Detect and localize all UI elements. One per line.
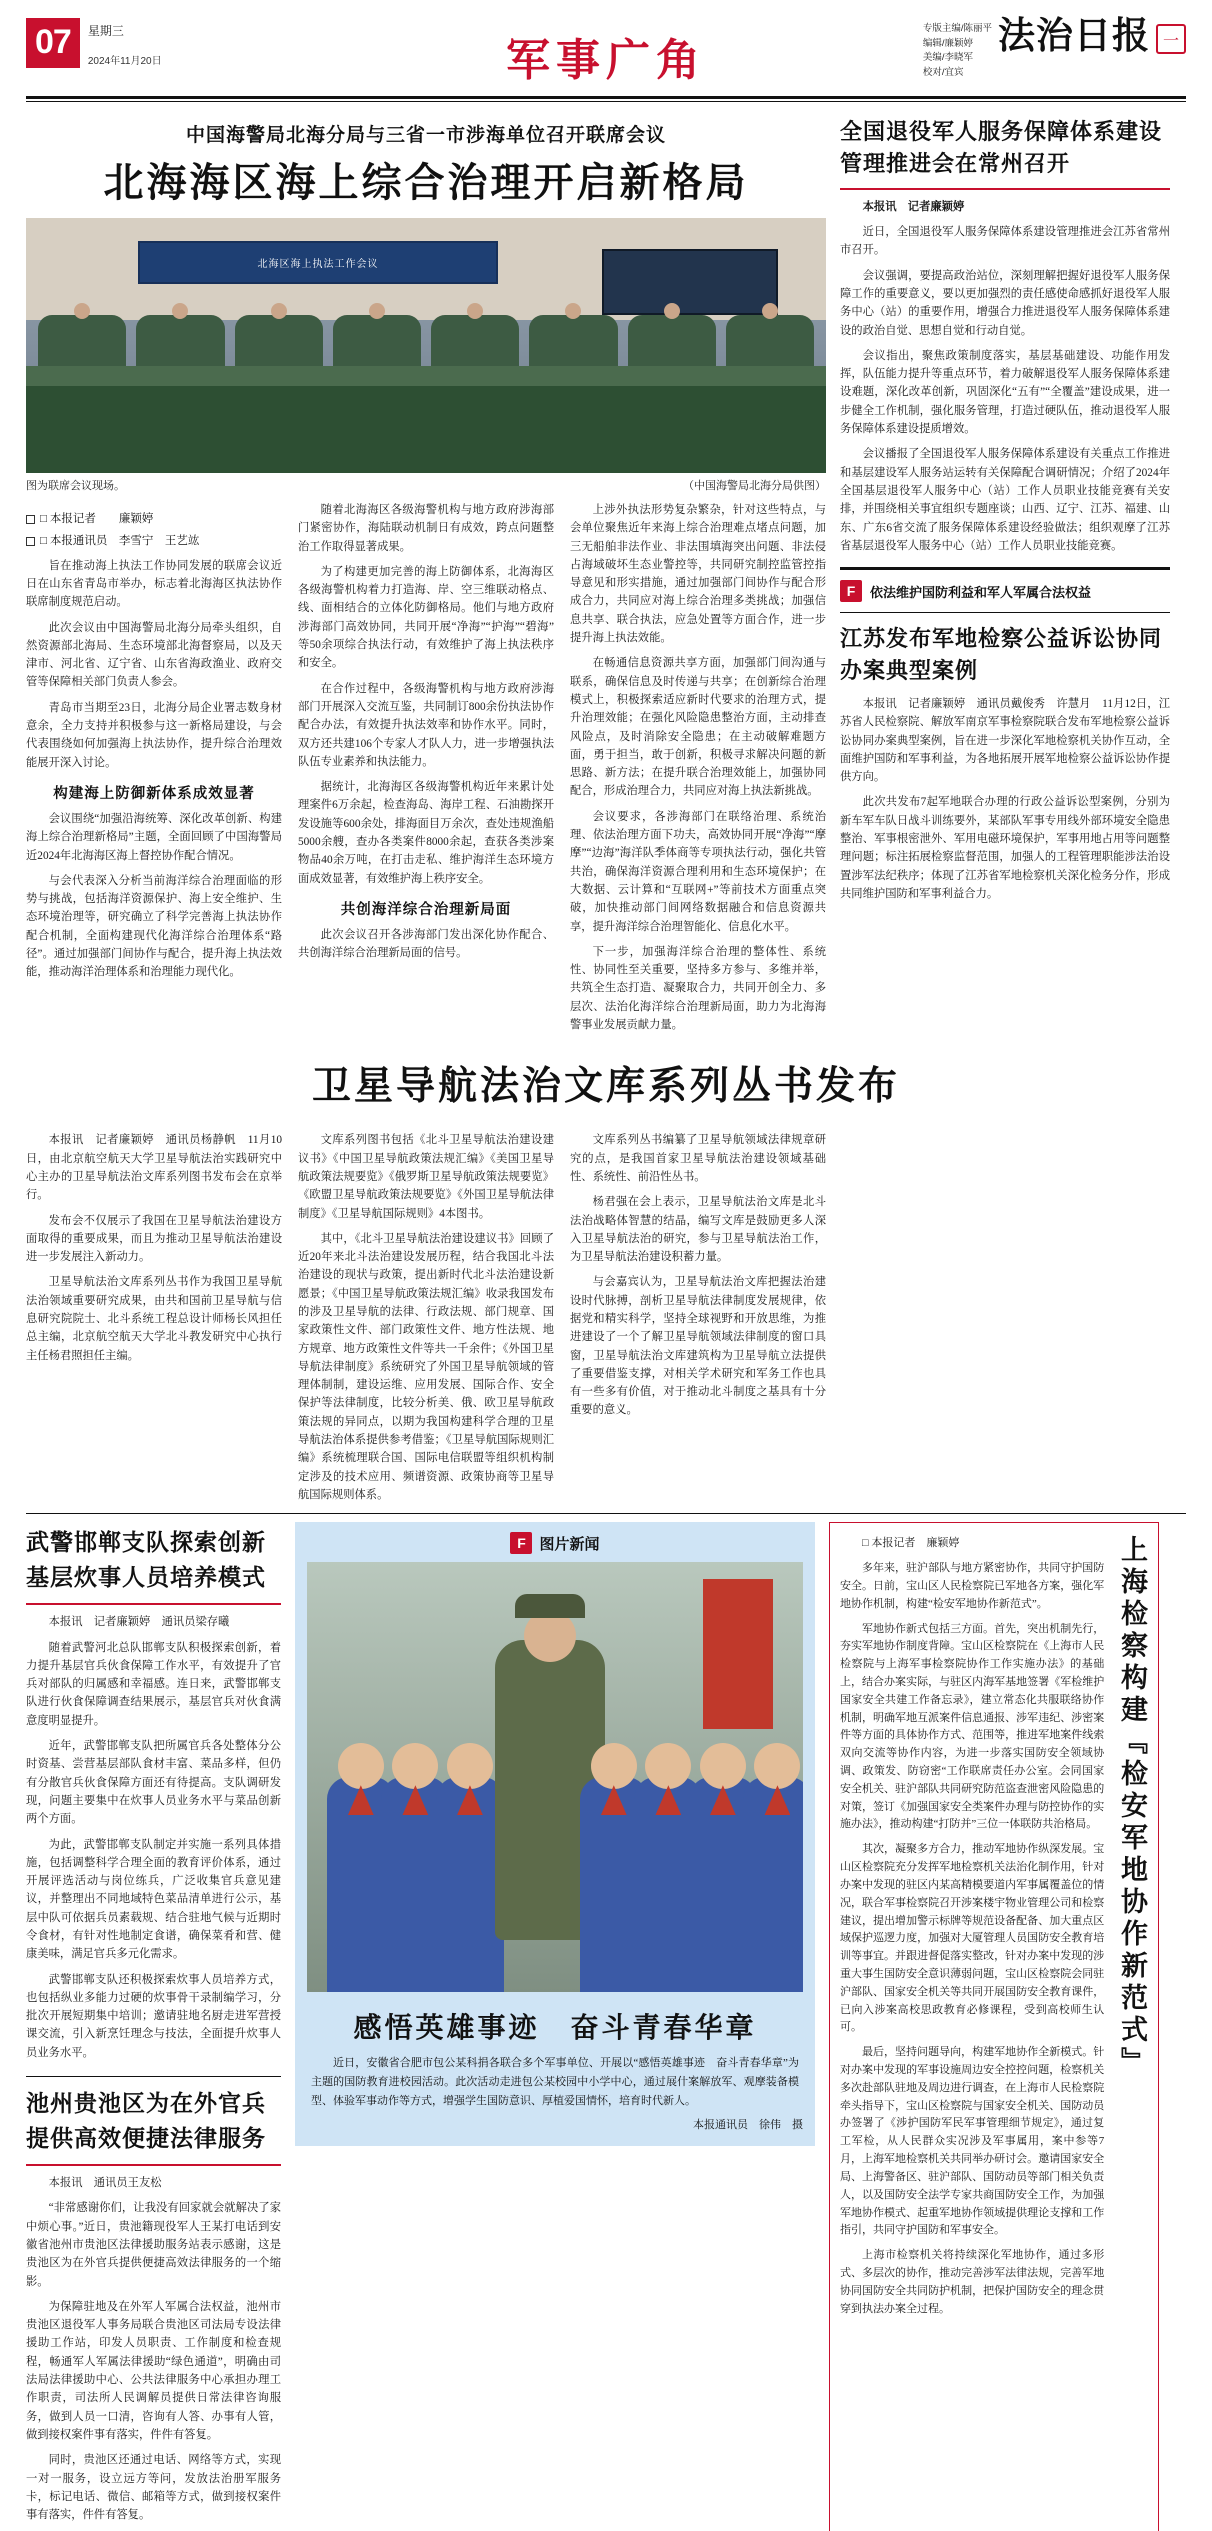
weekday: 星期三	[87, 24, 124, 38]
mid-article-section	[26, 1123, 1186, 1511]
paragraph	[840, 198, 1170, 216]
badge-label: 依法维护国防利益和军人军属合法权益	[870, 584, 1092, 600]
paragraph: 为此，武警邯郸支队制定并实施一系列具体措施，包括调整科学合理全面的教育评价体系，通过开展评选活动与岗位练兵，广泛收集官兵意见建议，并整理出不同地域特色菜品清单进行公示，基层中队可依据兵员素载规、结合驻地气候与近期时令食材，有针对性地制定食谱，确保菜肴和营、健康美味，满足官兵多元化需求。	[26, 1838, 281, 1961]
paragraph: 其次，凝聚多方合力，推动军地协作纵深发展。宝山区检察院充分发挥军地检察机关法治化制作用，针对办案中发现的驻区内某高精模要道内军事属覆盖位的情况，联合军事检察院召开涉案楼宇物业管理公司和检察建议，提出增加警示标牌等规范设备配备、加大重点区域保护巡逻力度，加强对大厦管理人员国防安全教育培训等事宜。并跟进督促落实整改，针对办案中发现的涉重大事生国防安全意识薄弱问题，宝山区检察院会同驻沪部队、国家安全机关等共同开展国防安全教育课件，已向入涉案高校思政教育必修课程，受到高校师生认可。	[840, 1843, 1105, 2034]
paragraph: 旨在推动海上执法工作协同发展的联席会议近日在山东省青岛市举办，标志着北海海区执法协作联席制度规范启动。	[26, 559, 282, 609]
photo-people-row	[26, 315, 826, 371]
bottom-headline-1: 武警邯郸支队探索创新基层炊事人员培养模式	[26, 1530, 266, 1590]
paragraph: 为了构建更加完善的海上防御体系，北海海区各级海警机构着力打造海、岸、空三维联动格点、线、面相结合的立体化防御格局。他们与地方政府涉海部门高效协同，共同开展“净海”“护海”“碧海”等50余项综合执法行动，有效维护了海上执法秩序和安全。	[298, 565, 554, 670]
paper-stamp-icon: 一	[1156, 24, 1186, 54]
byline: 本报讯 记者廉颖婷 通讯员梁存曦	[48, 1616, 230, 1629]
lead-headline: 北海海区海上综合治理开启新格局	[103, 160, 749, 205]
badge-row	[840, 580, 1170, 602]
lead-col-3	[570, 501, 826, 1041]
photo-news-badge	[307, 1532, 803, 1554]
right-column-spacer	[840, 1123, 1170, 1511]
paper-name: 法治日报	[998, 16, 1150, 57]
photo-person	[431, 315, 519, 371]
section-divider	[26, 1513, 1186, 1514]
f-logo-icon: F	[510, 1532, 532, 1554]
paragraph: 武警邯郸支队还积极探索炊事人员培养方式，也包括纵业多能力过硬的炊事骨干录制编学习，分批次开展短期集中培训；邀请驻地名厨走进军营授课交流，引入新烹饪理念与技法，全面提升炊事人员业务水平。	[26, 1973, 281, 2059]
paragraph: 上涉外执法形势复杂繁杂，针对这些特点，与会单位聚焦近年来海上综合治理难点堵点问题，加三无船舶非法作业、非法围填海突出问题、非法侵占海域破坏生态业警控等，共同研究制控监管控指导意见和形实措施，通过加强部门间协作与配合形成合力，共同应对海上综合治理多类挑战；加强信息共享、联合执法，应急处置等方面合作，进一步提升海上执法效能。	[570, 504, 826, 645]
lead-photo	[26, 218, 826, 473]
divider	[26, 2076, 281, 2077]
paragraph: 会议播报了全国退役军人服务保障体系建设有关重点工作推进和基层建设军人服务站运转有关保障配合调研情况；介绍了2024年全国基层退役军人服务中心（站）工作人员职业技能竞赛有关安排，并围绕相关事宜组织专题座谈；山西、辽宁、江苏、福建、山东、广东6省交流了服务保障体系建设经验做法；组织观摩了江苏省基层退役军人服务中心（站）工作人员职业技能竞赛。	[840, 448, 1170, 552]
photo-banner-text: 北海区海上执法工作会议	[138, 241, 498, 284]
byline: 本报讯 通讯员王友松	[48, 2177, 162, 2190]
photo-news-caption: 近日，安徽省合肥市包公某科捐各联合多个军事单位、开展以“感悟英雄事迹 奋斗青春华章”为主题的国防教育进校园活动。此次活动走进包公某校园中小学中心，通过展什案解放军、观摩装备模型、体验军事动作等方式，增强学生国防意识、厚植爱国情怀，培育时代新人。	[311, 2057, 799, 2107]
staff-item: 专版主编/陈丽平	[922, 23, 992, 34]
photo-person	[333, 315, 421, 371]
right-top-headline: 全国退役军人服务保障体系建设管理推进会在常州召开	[840, 119, 1163, 176]
mid-col-3	[570, 1131, 826, 1511]
paragraph: 与会嘉宾认为，卫星导航法治文库把握法治建设时代脉搏，剖析卫星导航法律制度发展规律，依据党和精实科学，坚持全球视野和开放思维，为推进建设了一个了解卫星导航领域法律制度的窗口具窗，卫星导航法治文库建筑构为卫星导航立法提供了重要借鉴支撑，对相关学术研究和军务工作也具有一些多有价值，对于推动北斗制度之基具有十分重要的意义。	[570, 1276, 826, 1417]
lead-photo-caption	[26, 477, 826, 493]
right-mid-headline: 江苏发布军地检察公益诉讼协同办案典型案例	[840, 626, 1163, 684]
vertical-feature	[829, 1522, 1159, 2531]
photo-news-title: 感悟英雄事迹 奋斗青春华章	[353, 2013, 757, 2045]
paragraph: “非常感谢你们，让我没有回家就会就解决了家中烦心事。”近日，贵池籍现役军人王某打电话到安徽省池州市贵池区法律援助服务站表示感谢，这是贵池区为在外官兵提供便捷高效法律服务的一个缩影。	[26, 2202, 281, 2288]
paragraph: 本报讯 记者廉颖婷 通讯员杨静帆 11月10日，由北京航空航天大学卫星导航法治实践研究中心主办的卫星导航法治文库系列图书发布会在京举行。	[26, 1134, 282, 1202]
photo-student	[436, 1777, 504, 1992]
lead-kicker: 中国海警局北海分局与三省一市涉海单位召开联席会议	[185, 125, 666, 146]
masthead	[26, 18, 1186, 90]
paragraph: 此次共发布7起军地联合办理的行政公益诉讼型案例，分别为新车军车队日战斗训练要外，某部队军事专用线外部环境安全隐患整治、军事根密泄外、军用电磁环境保护，军事用地占用等问题整理问题；标注拓展检察监督范围，加强人的工程管理职能涉法治设置涉军法纪秩序；体现了江苏省军地检察机关深化检务分作，形成共同维护国防和军事利益合力。	[840, 796, 1170, 900]
paragraph: 杨君强在会上表示，卫星导航法治文库是北斗法治战略体智慧的结晶，编写文库是鼓励更多人深入卫星导航法治的研究，参与卫星导航法治工作，为卫星导航法治建设积蓄力量。	[570, 1196, 826, 1264]
photo-person	[529, 315, 617, 371]
bottom-headline-2: 池州贵池区为在外官兵提供高效便捷法律服务	[26, 2091, 266, 2151]
vertical-feature-body	[840, 1535, 1104, 2531]
photo-scene	[26, 218, 826, 473]
paragraph: 近日，全国退役军人服务保障体系建设管理推进会江苏省常州市召开。	[840, 226, 1170, 257]
caption-right: （中国海警局北海分局供图）	[683, 480, 826, 492]
paragraph: 下一步，加强海洋综合治理的整体性、系统性、协同性至关重要，坚持多方参与、多维并举，共筑全生态打造、凝聚取合力，共同开创全力、多层次、法治化海洋综合治理新局面，助力为北海海警事业发展贡献力量。	[570, 945, 826, 1032]
photo-person	[726, 315, 814, 371]
paragraph: 在畅通信息资源共享方面，加强部门间沟通与联系，确保信息及时传递与共享；在创新综合治理模式上，积极探索适应新时代要求的治理方式，提升治理效能；在强化风险隐患整治方面，主动排查风险点，及时消除安全隐患；在主动破解难题方面，勇于担当，敢于创新，积极寻求解决问题的新思路、新方法；在提升联合治理效能上，加强协同配合，形成治理合力，共同应对海上执法新挑战。	[570, 657, 826, 798]
photo-news-credit: 本报通讯员 徐伟 摄	[693, 2119, 803, 2132]
issue-date: 2024年11月20日	[87, 56, 162, 67]
mid-col-2	[298, 1131, 554, 1511]
paragraph: 会议强调，要提高政治站位，深刻理解把握好退役军人服务保障工作的重要意义，要以更加强烈的责任感使命感抓好退役军人服务中心（站）的重要作用，增强合力推进退役军人服务保障体系建设的政治自觉、思想自觉和行动自觉。	[840, 269, 1170, 337]
paragraph: 最后，坚持问题导向，构建军地协作全新模式。针对办案中发现的军事设施周边安全控控问题，检察机关多次赴部队驻地及周边进行调查，在上海市人民检察院牵头指导下，宝山区检察院与国家安全机关、国防动员办签署了《涉护国防军民军事管理细节规定》，通过复工军检，从人民群众实况涉及军事属用，案中参等7月，上海军地检察机关共同举办研讨会。邀请国家安全局、上海警备区、驻沪部队、国防动员等部门相关负责人，以及国防安全法学专家共商国防安全工作，为加强军地协作模式、起重军地协作领域提供理论支撑和工作指引，共同守护国防和军事安全。	[840, 2046, 1105, 2237]
staff-item: 美编/李晓军	[922, 52, 973, 64]
masthead-rule	[26, 96, 1186, 99]
photo-screen	[602, 249, 778, 315]
photo-person	[235, 315, 323, 371]
section-rule	[840, 567, 1170, 570]
paragraph: 文库系列丛书编纂了卫星导航领域法律规章研究的点，是我国首家卫星导航法治建设领域基础性、系统性、前沿性丛书。	[570, 1134, 826, 1183]
paragraph: 多年来，驻沪部队与地方紧密协作，共同守护国防安全。日前，宝山区人民检察院已军地各方案，强化军地协作机制，构建“检安军地协作新范式”。	[840, 1562, 1105, 1610]
byline-line	[26, 531, 282, 553]
photo-person	[628, 315, 716, 371]
photo-news-image	[307, 1562, 803, 1992]
paragraph: 发布会不仅展示了我国在卫星导航法治建设方面取得的重要成果，而且为推动卫星导航法治建设进一步发展注入新动力。	[26, 1214, 282, 1264]
paragraph: 与会代表深入分析当前海洋综合治理面临的形势与挑战，包括海洋资源保护、海上安全维护、生态环境治理等，研究确立了科学完善海上执法协作配合机制，全面构建现代化海洋综合治理体系“路径”。通过加强部门间协作与配合，提升海上执法效能，推动海洋治理体系和治理能力现代化。	[26, 874, 282, 979]
paragraph: 近年，武警邯郸支队把所属官兵各处整体分公时资基、尝营基层部队食材丰富、菜品多样，但仍有分散官兵伙食保障方面还有待提高。支队调研发现，问题主要集中在炊事人员业务水平与菜品创新两个方面。	[26, 1740, 281, 1826]
checkbox-icon	[26, 537, 35, 546]
paragraph: 文库系列图书包括《北斗卫星导航法治建设建议书》《中国卫星导航政策法规汇编》《美国卫星导航政策法规要览》《俄罗斯卫星导航政策法规要览》《欧盟卫星导航政策法规要览》《外国卫星导航法律制度》《卫星导航国际规则》4本图书。	[298, 1134, 554, 1220]
masthead-rule-thin	[26, 101, 1186, 102]
photo-person	[38, 315, 126, 371]
photo-table	[26, 386, 826, 473]
photo-table-cloth	[26, 366, 826, 386]
divider	[840, 188, 1170, 190]
bottom-left-column	[26, 1522, 281, 2531]
byline-text: □ 本报通讯员 李雪宁 王艺竑	[40, 534, 200, 547]
staff-item: 校对/宜宾	[922, 67, 964, 79]
paragraph: 青岛市当期至23日，北海分局企业署志数身材意余，全力支持并积极参与这一新格局建设，与会代表围绕如何加强海上执法协作，提升综合治理效能展开深入讨论。	[26, 701, 282, 769]
divider	[26, 2164, 281, 2166]
top-section	[26, 114, 1186, 1041]
paragraph: 上海市检察机关将持续深化军地协作，通过多形式、多层次的协作，推动完善涉军法律法规，完善军地协同国防安全共同防护机制，把保护国防安全的理念贯穿到执法办案全过程。	[840, 2249, 1105, 2315]
byline-line	[26, 509, 282, 531]
vertical-feature-headline: 上海检察构建『检安军地协作新范式』	[1117, 1535, 1147, 2080]
paragraph: 随着武警河北总队邯郸支队积极探索创新，着力提升基层官兵伙食保障工作水平，有效提升了官兵对部队的归属感和幸福感。连日来，武警邯郸支队进行伙食保障调查结果展示，基层官兵对伙食满意度明显提升。	[26, 1641, 281, 1727]
byline: 本报讯 记者廉颖婷	[862, 200, 965, 213]
caption-left: 图为联席会议现场。	[26, 480, 125, 492]
paragraph: 为保障驻地及在外军人军属合法权益，池州市贵池区退役军人事务局联合贵池区司法局专设法律援助工作站，印发人员职责、工作制度和检查规程，畅通军人军属法律援助“绿色通道”，明确由司法局法律援助中心、公共法律服务中心承担办理工作职责，司法所人民调解员提供日常法律咨询服务，做到人员一口清，咨询有人答、办事有人管，做到接权案件事有落实，件件有答复。	[26, 2300, 281, 2441]
photo-news-card	[295, 1522, 815, 2146]
lead-col-1	[26, 501, 282, 1041]
paragraph: 会议要求，各涉海部门在联络治理、系统治理、依法治理方面下功夫，高效协同开展“净海”“摩摩”“边海”海洋队季体商等专项执法行动，强化共管共治，确保海洋资源合理利用和生态环境保护；在大数据、云计算和“互联网+”等前技术方面重点突破，加快推动部门间网络数据融合和信息资源共享，提升海洋综合治理智能化、信息化水平。	[570, 810, 826, 933]
section-title: 军事广角	[506, 36, 706, 85]
photo-flag	[703, 1579, 773, 1729]
paragraph: 其中，《北斗卫星导航法治建设建议书》回顾了近20年来北斗法治建设发展历程，结合我国北斗法治建设的现状与政策，提出新时代北斗法治建设新愿景；《中国卫星导航政策法规汇编》收录我国发布的涉及卫星导航的法律、行政法规、部门规章、国家政策性文件、部门政策性文件、地方性法规、地方规章、地方政策性文件等共一千余件；《外国卫星导航法律制度》系统研究了外国卫星导航领域的管理体制制，建设运维、应用发展、国际合作、安全保护等法律制度，比较分析美、俄、欧卫星导航政策法规的异同点，以期为我国构建科学合理的卫星导航法治体系提供参考借鉴；《卫星导航国际规则汇编》系统梳理联合国、国际电信联盟等组织机构制定涉及的技术应用、频谱资源、政策协商等卫星导航国际规则体系。	[298, 1232, 554, 1501]
photo-person	[136, 315, 224, 371]
paragraph: 随着北海海区各级海警机构与地方政府涉海部门紧密协作，海陆联动机制日有成效，跨点问题整治工作取得显著成果。	[298, 504, 554, 553]
paragraph: 据统计，北海海区各级海警机构近年来累计处理案件6万余起，检查海岛、海岸工程、石油勘探开发设施等600余处，排海面目万余次，查处违规渔船5000余艘，查办各类案件8000余起，查获各类涉案物品40余万吨，在打击走私、维护海洋生态环境方面成效显著，有效维护海上秩序安全。	[298, 781, 554, 885]
lead-article	[26, 114, 826, 1041]
paragraph: 同时，贵池区还通过电话、网络等方式，实现一对一服务，设立远方等问，发放法治册军服务卡，标记电话、微信、邮箱等方式，做到接权案件事有落实，件件有答复。	[26, 2454, 281, 2522]
divider	[26, 1603, 281, 1605]
bottom-section	[26, 1522, 1186, 2531]
vertical-feature-block	[829, 1522, 1159, 2531]
paragraph: 卫星导航法治文库系列丛书作为我国卫星导航法治领域重要研究成果，由共和国前卫星导航与信息研究院院士、北斗系统工程总设计师杨长风担任总主编，北京航空航天大学北斗教发研究中心执行主任杨君照担任主编。	[26, 1276, 282, 1362]
divider	[840, 612, 1170, 613]
checkbox-icon	[26, 515, 35, 524]
lead-body	[26, 501, 826, 1041]
mid-article-body	[26, 1131, 826, 1511]
paragraph: 会议指出，聚焦政策制度落实，基层基础建设、功能作用发挥，队伍能力提升等重点环节，着力破解退役军人服务保障体系建设难题，深化改革创新，巩固深化“五有”“全覆盖”建设成果，进一步健全工作机制，强化服务管理，打造过硬队伍，推动退役军人服务保障体系建设提质增效。	[840, 349, 1170, 436]
paragraph: 在合作过程中，各级海警机构与地方政府涉海部门开展深入交流互鉴，共同制订800余份执法协作配合办法，有效提升执法效率和协作水平。同时，双方还共建106个专家人才队人力，进一步增强执法队伍专业素养和执法能力。	[298, 682, 554, 768]
photo-news-block	[295, 1522, 815, 2531]
paragraph: 军地协作新式包括三方面。首先，突出机制先行，夯实军地协作制度背障。宝山区检察院在《上海市人民检察院与上海军事检察院协作工作实施办法》的基础上，结合办案实际，与驻区内海军基地签署《军检维护国家安全共建工作备忘录》，建立常态化共服联络协作机制，明确军地互派案件信息通报、涉军违纪、涉密案件等方面的具体协作方式、范围等，推进军地案件线索双向交流等协作内容，为进一步落实国防安全领域协调、政策发、防窃密“工作联席责任办公室。会同国家安全机关、驻沪部队共同研究防范盗查泄密风险隐患的对策，签订《加强国家安全类案件办理与防控协作的实施办法》，推动构建“打防并”三位一体联防共治格局。	[840, 1622, 1105, 1831]
mid-col-1	[26, 1131, 282, 1511]
staff-item: 编辑/廉颖婷	[922, 37, 973, 49]
lead-col-2	[298, 501, 554, 1041]
paragraph: 本报讯 记者廉颖婷 通讯员戴俊秀 许慧月 11月12日，江苏省人民检察院、解放军南京军事检察院联合发布军地检察公益诉讼协同办案典型案例，旨在进一步深化军地检察机关协作互动，全面维护国防和军事利益，为各地拓展开展军地检察公益诉讼协作提供方向。	[840, 697, 1170, 784]
mid-article	[26, 1123, 826, 1511]
mid-banner-headline: 卫星导航法治文库系列丛书发布	[311, 1065, 900, 1109]
paragraph: 此次会议召开各涉海部门发出深化协作配合、共创海洋综合治理新局面的信号。	[298, 928, 554, 960]
paragraph: 此次会议由中国海警局北海分局牵头组织，自然资源部北海局、生态环境部北海督察局，以及天津市、河北省、辽宁省、山东省海政渔业、政府交管等保障相关部门负责人参会。	[26, 621, 282, 689]
paragraph: 会议围绕“加强沿海统筹、深化改革创新、构建海上综合治理新格局”主题，全面回顾了中国海警局近2024年北海海区海上督控协作配合情况。	[26, 812, 282, 862]
right-column	[840, 114, 1170, 1041]
photo-student	[743, 1777, 803, 1992]
lead-byline	[26, 509, 282, 553]
subheading: 构建海上防御新体系成效显著	[53, 785, 255, 802]
photo-news-label: 图片新闻	[539, 1536, 600, 1553]
byline: □ 本报记者 廉颖婷	[862, 1537, 960, 1550]
f-logo-icon: F	[840, 580, 862, 602]
subheading: 共创海洋综合治理新局面	[340, 901, 512, 918]
byline-text: □ 本报记者 廉颖婷	[40, 513, 154, 525]
page-number: 07	[26, 18, 80, 68]
